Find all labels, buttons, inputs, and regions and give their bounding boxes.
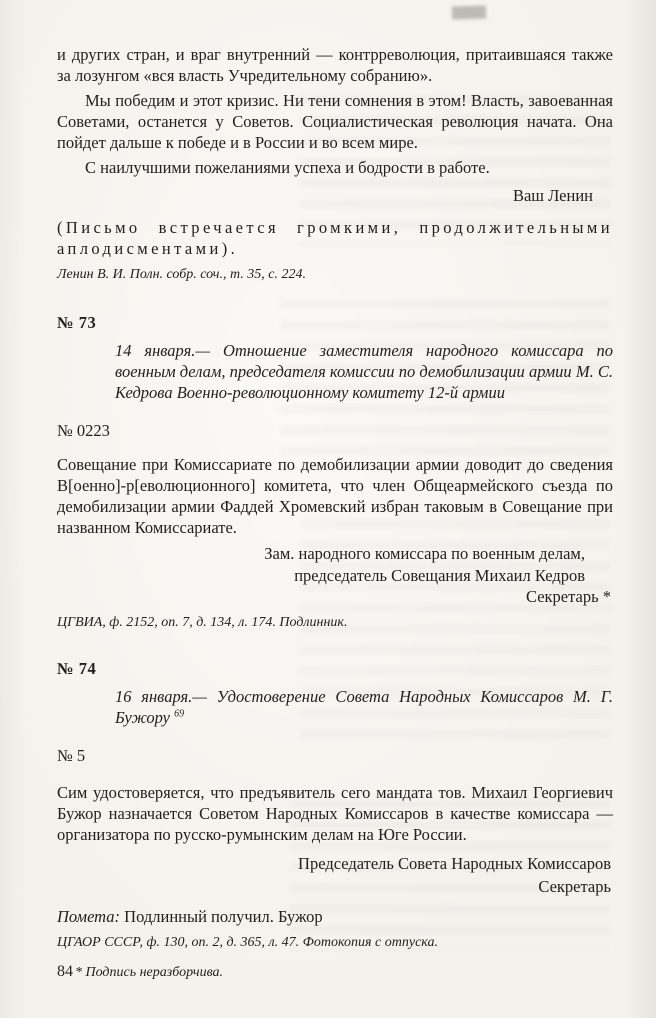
signature-line: Зам. народного комиссара по военным делам,	[264, 544, 585, 563]
text-block	[57, 44, 613, 983]
document-74-heading	[115, 686, 613, 728]
document-74-number: № 74	[57, 659, 97, 678]
signature-line: председатель Совещания Михаил Кедров	[294, 565, 585, 585]
document-74-heading-text: 16 января.— Удостоверение Совета Народных Комиссаров М. Г. Бужору	[115, 687, 613, 727]
document-74-body: Сим удостоверяется, что предъявитель сего мандата тов. Михаил Георгиевич Бужор назначается Советом Народных Комиссаров в качестве комиссара — организатора по русско-румынским делам на Юге России.	[57, 783, 613, 844]
signature-line: Секретарь	[538, 876, 611, 896]
scan-smudge	[452, 5, 486, 19]
stage-direction: (Письмо встречается громкими, продолжительными аплодисментами).	[57, 218, 613, 258]
page-footnote: * Подпись неразборчива.	[75, 965, 224, 980]
document-73-internal-number: № 0223	[57, 421, 110, 440]
signature-line: Председатель Совета Народных Комиссаров	[298, 854, 611, 873]
document-73-heading: 14 января.— Отношение заместителя народного комиссара по военным делам, председателя комиссии по демобилизации армии М. С. Кедрова Военно-революционному комитету 12-й армии	[115, 341, 613, 402]
note-text: Подлинный получил. Бужор	[120, 907, 323, 926]
document-74-signature	[57, 853, 613, 898]
document-73-signature	[57, 543, 613, 586]
document-73-body: Совещание при Комиссариате по демобилизации армии доводит до сведения В[оенно]-р[еволюционного] комитета, что член Общеармейского съезда по демобилизации армии Фаддей Хромевский избран таковым в Совещание при названном Комиссариате.	[57, 455, 613, 537]
document-74-source: ЦГАОР СССР, ф. 130, оп. 2, д. 365, л. 47. Фотокопия с отпуска.	[57, 935, 439, 950]
letter-paragraph: Мы победим и этот кризис. Ни тени сомнения в этом! Власть, завоеванная Советами, останется у Советов. Социалистическая революция начата. Она пойдет дальше к победе и в России и во всем мире.	[57, 91, 613, 152]
source-citation: Ленин В. И. Полн. собр. соч., т. 35, с. 224.	[57, 267, 306, 282]
footnote-reference: 69	[174, 708, 185, 720]
letter-paragraph-continuation: и других стран, и враг внутренний — контрреволюция, притаившаяся также за лозунгом «вся власть Учредительному собранию».	[57, 45, 613, 85]
letter-signature: Ваш Ленин	[512, 186, 593, 205]
document-73-source: ЦГВИА, ф. 2152, оп. 7, д. 134, л. 174. Подлинник.	[57, 615, 348, 630]
note-label: Помета:	[57, 907, 121, 926]
document-74-note	[57, 906, 613, 927]
page-number: 84	[57, 963, 73, 980]
document-73-secretary: Секретарь *	[525, 587, 611, 606]
document-74-internal-number: № 5	[57, 746, 86, 765]
document-73-number: № 73	[57, 313, 97, 332]
letter-paragraph: С наилучшими пожеланиями успеха и бодрости в работе.	[85, 158, 490, 177]
